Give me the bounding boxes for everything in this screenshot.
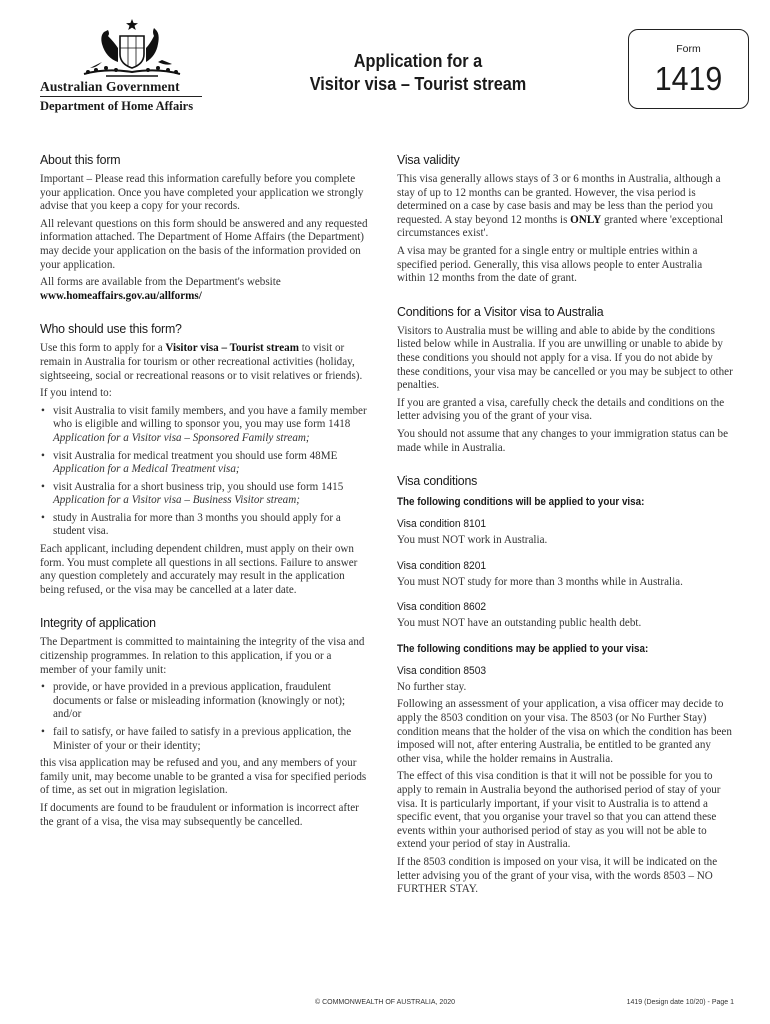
form-title bbox=[295, 49, 541, 95]
condition-text: You must NOT work in Australia. bbox=[397, 534, 548, 547]
section-heading: Conditions for a Visitor visa to Australia bbox=[397, 303, 604, 319]
list-item bbox=[40, 450, 370, 477]
coat-of-arms-icon bbox=[76, 18, 188, 80]
list-item bbox=[40, 481, 370, 508]
condition-text: No further stay. bbox=[397, 680, 467, 693]
paragraph: The Department is committed to maintaining the integrity of the visa and citizenship programmes. In relation to this application, if you or a member of your family unit: bbox=[40, 636, 365, 676]
text-run: visit Australia for a short business trip, you should use form 1415 bbox=[53, 480, 344, 493]
text-run: to visit or remain in Australia for tourism or other recreational activities (holiday, sightseeing, social or recreational reasons or to visit relatives or friends). bbox=[40, 342, 363, 382]
list-item: • study in Australia for more than 3 months you should apply for a student visa. bbox=[40, 512, 370, 539]
condition-text: You must NOT have an outstanding public health debt. bbox=[397, 617, 642, 630]
emphasis: ONLY bbox=[570, 213, 602, 226]
paragraph: If you intend to: bbox=[40, 387, 112, 400]
bullet-list bbox=[40, 405, 370, 539]
section-heading: Visa validity bbox=[397, 152, 460, 167]
paragraph bbox=[40, 342, 370, 383]
paragraph: You should not assume that any changes to your immigration status can be made while in Australia. bbox=[397, 427, 729, 454]
paragraph: Following an assessment of your application, a visa officer may decide to apply the 8503 condition on your visa. The 8503 (or No Further Stay) condition means that the holder of the visa on which the condition has been imposed will not, after entering Australia, be entitled to be granted any other visa, while the holder remains in Australia. bbox=[397, 698, 732, 765]
section-heading: About this form bbox=[40, 152, 121, 167]
website-link[interactable]: www.homeaffairs.gov.au/allforms/ bbox=[40, 289, 202, 302]
list-item bbox=[40, 405, 370, 446]
form-label: Form bbox=[676, 43, 701, 55]
paragraph bbox=[40, 276, 370, 303]
subheading: The following conditions may be applied to your visa: bbox=[397, 642, 649, 655]
department-name: Department of Home Affairs bbox=[40, 99, 194, 113]
text-run: visit Australia for medical treatment you should use form 48ME bbox=[53, 449, 338, 462]
left-column bbox=[40, 152, 370, 847]
condition-title: Visa condition 8101 bbox=[397, 518, 487, 531]
list-item: • fail to satisfy, or have failed to satisfy in a previous application, the Minister of your or their identity; bbox=[40, 726, 370, 753]
condition-title: Visa condition 8201 bbox=[397, 559, 487, 572]
paragraph: Visitors to Australia must be willing and able to abide by the conditions listed below while in Australia. If you are unwilling or unable to abide by these conditions you should not apply for a visa. If you do not abide by these conditions, your visa may be cancelled or you may be subject to other penalties. bbox=[397, 324, 733, 392]
header-divider bbox=[40, 96, 202, 97]
form-number-box bbox=[628, 29, 749, 109]
section-conditions bbox=[397, 304, 733, 455]
form-reference: Application for a Visitor visa – Business Visitor stream; bbox=[53, 494, 300, 507]
text-run: granted where 'exceptional circumstances exist'. bbox=[397, 213, 724, 240]
form-number: 1419 bbox=[654, 60, 723, 97]
section-about bbox=[40, 152, 370, 303]
right-column bbox=[397, 152, 733, 915]
paragraph: Important – Please read this information carefully before you complete your application. Once you have completed your application we strongly advise that you keep a copy for your records. bbox=[40, 173, 364, 213]
text-run: This visa generally allows stays of 3 or 6 months in Australia, although a stay of up to 12 months can be granted. However, the visa period is determined on a case by case basis and may be less than the period you requested. A stay beyond 12 months is bbox=[397, 173, 721, 226]
section-visa-conditions bbox=[397, 473, 733, 897]
visa-name: Visitor visa – Tourist stream bbox=[165, 342, 299, 355]
section-who bbox=[40, 321, 370, 597]
subheading: The following conditions will be applied to your visa: bbox=[397, 496, 645, 509]
paragraph: this visa application may be refused and you, and any members of your family unit, may become unable to be granted a visa for specified periods of time, as set out in migration legislation. bbox=[40, 757, 367, 797]
paragraph bbox=[397, 173, 733, 241]
section-validity bbox=[397, 152, 733, 286]
form-title-line2: Visitor visa – Tourist stream bbox=[309, 73, 527, 94]
form-title-line1: Application for a bbox=[353, 50, 483, 71]
footer-page-number: 1419 (Design date 10/20) - Page 1 bbox=[626, 999, 734, 1006]
paragraph: If documents are found to be fraudulent or information is incorrect after the grant of a visa, the visa may subsequently be cancelled. bbox=[40, 801, 359, 828]
section-heading: Who should use this form? bbox=[40, 321, 182, 337]
form-reference: Application for a Medical Treatment visa; bbox=[53, 463, 240, 476]
condition-title: Visa condition 8602 bbox=[397, 601, 487, 614]
paragraph: If you are granted a visa, carefully check the details and conditions on the letter advising you of the grant of your visa. bbox=[397, 396, 725, 423]
form-reference: Application for a Visitor visa – Sponsored Family stream; bbox=[53, 431, 310, 444]
bullet-list bbox=[40, 681, 370, 753]
section-heading: Integrity of application bbox=[40, 615, 156, 631]
paragraph: All relevant questions on this form should be answered and any requested information attached. The Department of Home Affairs (the Department) may decide your application on the basis of the information provided on your application. bbox=[40, 217, 368, 271]
paragraph: A visa may be granted for a single entry or multiple entries within a specified period. Generally, this visa allows people to enter Australia within 12 months from the date of grant. bbox=[397, 244, 703, 285]
paragraph-text: All forms are available from the Department's website bbox=[40, 276, 281, 289]
condition-title: Visa condition 8503 bbox=[397, 664, 487, 677]
condition-text: You must NOT study for more than 3 months while in Australia. bbox=[397, 575, 683, 588]
section-heading: Visa conditions bbox=[397, 473, 478, 489]
text-run: Use this form to apply for a bbox=[40, 342, 166, 355]
paragraph: Each applicant, including dependent children, must apply on their own form. You must complete all questions in all sections. Failure to answer any question completely and accurately may result in the application being refused, or the visa may be cancelled at a later date. bbox=[40, 543, 358, 596]
government-name: Australian Government bbox=[40, 79, 180, 94]
text-run: visit Australia to visit family members, and you have a family member who is eligible and willing to sponsor you, you may use form 1418 bbox=[53, 404, 367, 431]
footer-copyright: © COMMONWEALTH OF AUSTRALIA, 2020 bbox=[315, 999, 455, 1006]
paragraph: If the 8503 condition is imposed on your visa, it will be indicated on the letter advising you of the grant of your visa, with the words 8503 – NO FURTHER STAY. bbox=[397, 856, 718, 896]
section-integrity bbox=[40, 615, 370, 829]
paragraph: The effect of this visa condition is that it will not be possible for you to apply to remain in Australia beyond the authorised period of stay of your visa. It is particularly important, if your visit to Australia is to attend a specific event, that you organise your travel so that you can attend these events within your authorised period of stay as you will not be able to extend your period of stay in Australia. bbox=[397, 770, 721, 851]
list-item: • provide, or have provided in a previous application, fraudulent documents or false or misleading information (knowingly or not); and/or bbox=[40, 681, 370, 722]
